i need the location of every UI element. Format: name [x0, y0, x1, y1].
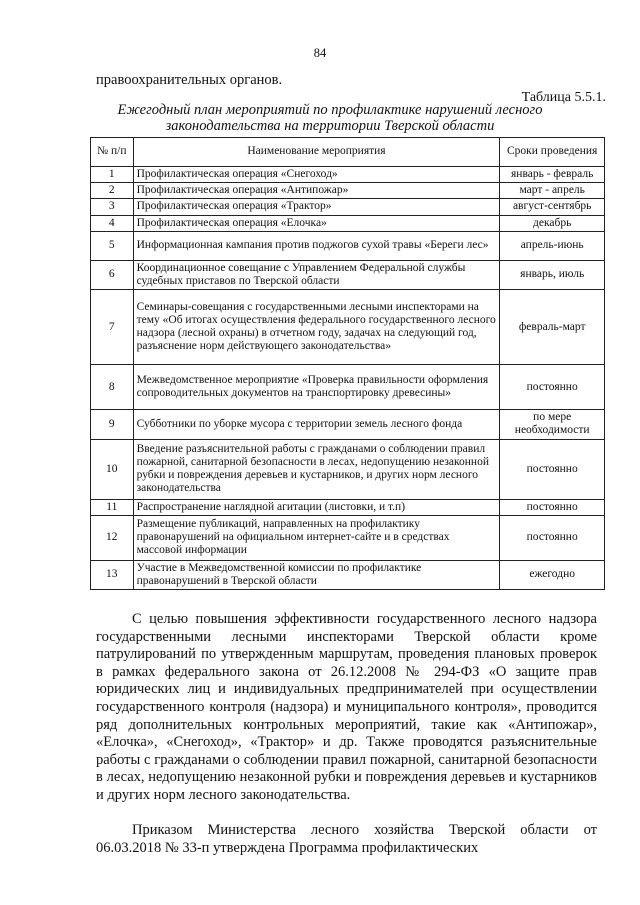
- body-paragraph: Приказом Министерства лесного хозяйства Тверской области от 06.03.2018 № 33-п утверждена Программа профилактических: [96, 822, 597, 856]
- row-name: Участие в Межведомственной комиссии по профилактике правонарушений в Тверской области: [133, 560, 500, 589]
- row-term: декабрь: [500, 215, 605, 231]
- table-row: [91, 499, 605, 515]
- row-num: 6: [91, 260, 134, 289]
- row-name: Распространение наглядной агитации (листовки, и т.п): [133, 499, 500, 515]
- table-title: Ежегодный план мероприятий по профилактике нарушений лесного законодательства на территории Тверской области: [117, 102, 543, 134]
- row-num: 4: [91, 215, 134, 231]
- table-row: [91, 560, 605, 589]
- row-num: 12: [91, 515, 134, 560]
- plan-table: [90, 137, 605, 590]
- row-term: ежегодно: [500, 560, 605, 589]
- table-header-row: [91, 138, 605, 167]
- row-name: Субботники по уборке мусора с территории земель лесного фонда: [133, 410, 500, 439]
- page-number: 84: [313, 46, 327, 60]
- table-row: [91, 410, 605, 439]
- row-num: 5: [91, 231, 134, 260]
- row-term: постоянно: [500, 365, 605, 410]
- row-num: 10: [91, 439, 134, 499]
- row-term: постоянно: [500, 439, 605, 499]
- row-term: постоянно: [500, 515, 605, 560]
- row-num: 1: [91, 167, 134, 183]
- row-name: Профилактическая операция «Елочка»: [133, 215, 500, 231]
- row-num: 8: [91, 365, 134, 410]
- header-term: Сроки проведения: [500, 138, 605, 167]
- row-term: апрель-июнь: [500, 231, 605, 260]
- row-term: февраль-март: [500, 290, 605, 365]
- table-row: [91, 215, 605, 231]
- row-num: 11: [91, 499, 134, 515]
- row-name: Профилактическая операция «Антипожар»: [133, 183, 500, 199]
- table-label: Таблица 5.5.1.: [521, 90, 606, 105]
- row-name: Профилактическая операция «Снегоход»: [133, 167, 500, 183]
- body-paragraph: С целью повышения эффективности государственного лесного надзора государственными лесными инспекторами Тверской области кроме патрулирований по утвержденным маршрутам, проведения плановых проверок в рамках федерального закона от 26.12.2008 № 294-ФЗ «О защите прав юридических лиц и индивидуальных предпринимателей при осуществлении государственного контроля (надзора) и муниципального контроля», проводится ряд дополнительных контрольных мероприятий, такие как «Антипожар», «Елочка», «Снегоход», «Трактор» и др. Также проводятся разъяснительные работы с гражданами о соблюдении правил пожарной, санитарной безопасности в лесах, недопущению незаконной рубки и повреждения деревьев и кустарников и других норм лесного законодательства.: [96, 611, 597, 803]
- row-num: 7: [91, 290, 134, 365]
- row-num: 9: [91, 410, 134, 439]
- table-row: [91, 199, 605, 215]
- row-term: январь, июль: [500, 260, 605, 289]
- row-name: Введение разъяснительной работы с гражданами о соблюдении правил пожарной, санитарной безопасности в лесах, недопущению незаконной рубки и повреждения деревьев и кустарников, и других норм лесного законодательства: [133, 439, 500, 499]
- row-name: Информационная кампания против поджогов сухой травы «Береги лес»: [133, 231, 500, 260]
- header-name: Наименование мероприятия: [133, 138, 500, 167]
- row-name: Профилактическая операция «Трактор»: [133, 199, 500, 215]
- row-term: январь - февраль: [500, 167, 605, 183]
- row-num: 3: [91, 199, 134, 215]
- table-row: [91, 439, 605, 499]
- table-row: [91, 231, 605, 260]
- row-term: по мере необходимости: [500, 410, 605, 439]
- row-name: Размещение публикаций, направленных на профилактику правонарушений на официальном интернет-сайте и в средствах массовой информации: [133, 515, 500, 560]
- row-name: Семинары-совещания с государственными лесными инспекторами на тему «Об итогах осуществления федерального государственного лесного надзора (лесной охраны) в отчетном году, задачах на следующий год, разъяснение норм действующего законодательства»: [133, 290, 500, 365]
- table-row: [91, 290, 605, 365]
- row-name: Межведомственное мероприятие «Проверка правильности оформления сопроводительных документов на транспортировку древесины»: [133, 365, 500, 410]
- table-row: [91, 183, 605, 199]
- table-row: [91, 260, 605, 289]
- row-term: постоянно: [500, 499, 605, 515]
- table-row: [91, 365, 605, 410]
- carryover-text: правоохранительных органов.: [96, 72, 283, 88]
- row-num: 13: [91, 560, 134, 589]
- header-num: № п/п: [91, 138, 134, 167]
- row-num: 2: [91, 183, 134, 199]
- row-name: Координационное совещание с Управлением Федеральной службы судебных приставов по Тверской области: [133, 260, 500, 289]
- table-row: [91, 167, 605, 183]
- row-term: август-сентябрь: [500, 199, 605, 215]
- table-row: [91, 515, 605, 560]
- row-term: март - апрель: [500, 183, 605, 199]
